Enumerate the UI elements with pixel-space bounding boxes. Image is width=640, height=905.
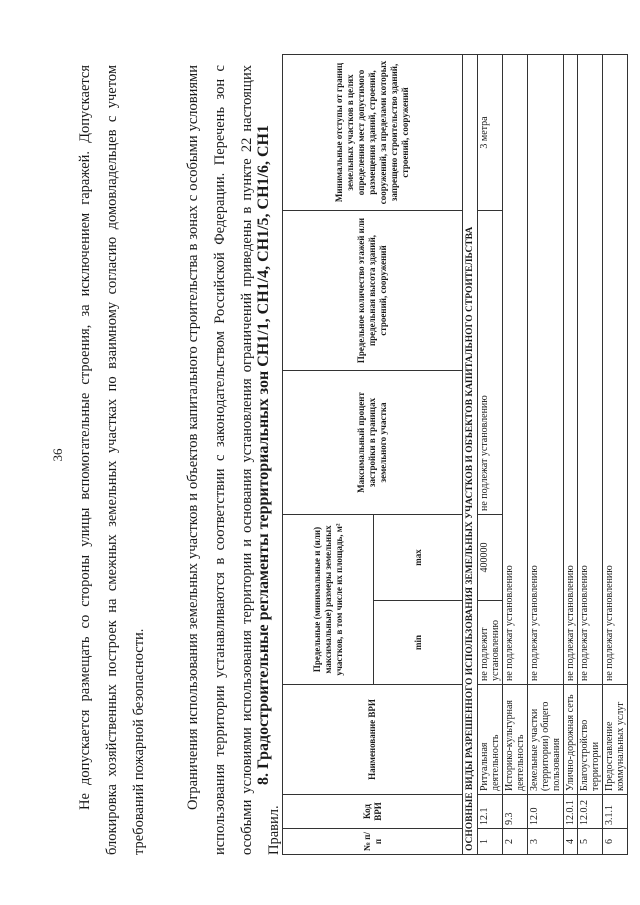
table-row (478, 54, 503, 854)
table-row (503, 54, 528, 854)
row-name: Благоустройство территории (578, 685, 603, 795)
row-code: 12.0 (528, 795, 564, 829)
row-setback: 3 метра (478, 54, 503, 210)
row-num: 4 (564, 829, 578, 855)
row-code: 3.1.1 (603, 795, 628, 829)
header-floors: Предельное количество этажей или предельная высота зданий, строений, сооружений (283, 210, 463, 370)
page-number: 36 (50, 448, 65, 462)
section-heading: 8. Градостроительные регламенты территориальных зон СН1/1, СН1/4, СН1/5, СН1/6, СН1 (255, 125, 272, 786)
row-num: 5 (578, 829, 603, 855)
section-title: ОСНОВНЫЕ ВИДЫ РАЗРЕШЕННОГО ИСПОЛЬЗОВАНИЯ ЗЕМЕЛЬНЫХ УЧАСТКОВ И ОБЪЕКТОВ КАПИТАЛЬНОГО СТРОИТЕЛЬСТВА (463, 54, 478, 854)
row-name: Ритуальная деятельность (478, 685, 503, 795)
table-row (603, 54, 628, 854)
rotated-content (30, 35, 626, 875)
row-params: не подлежат установлению (564, 54, 578, 684)
row-name: Предоставление коммунальных услуг (603, 685, 628, 795)
row-name: Улично-дорожная сеть (564, 685, 578, 795)
table-row (528, 54, 564, 854)
header-name: Наименование ВРИ (283, 685, 463, 795)
header-max: max (374, 514, 463, 600)
row-max: 400000 (478, 514, 503, 600)
row-code: 9.3 (503, 795, 528, 829)
row-percent-floors: не подлежат установлению (478, 210, 503, 514)
table-header-row (283, 54, 374, 854)
header-num: № п/п (283, 829, 463, 855)
row-min: не подлежит установлению (478, 601, 503, 685)
row-params: не подлежат установлению (578, 54, 603, 684)
row-name: Земельные участки (территории) общего пользования (528, 685, 564, 795)
row-num: 2 (503, 829, 528, 855)
header-setback: Минимальные отступы от границ земельных участков в целях определения мест допустимого размещения зданий, строений, сооружений, за пределами которых запрещено строительство зданий, строений, сооружений (283, 54, 463, 210)
section-row (463, 54, 478, 854)
row-name: Историко-культурная деятельность (503, 685, 528, 795)
table-row (564, 54, 578, 854)
row-params: не подлежат установлению (603, 54, 628, 684)
row-params: не подлежат установлению (528, 54, 564, 684)
header-code: Код ВРИ (283, 795, 463, 829)
paragraph-garages: Не допускается размещать со стороны улицы вспомогательные строения, за исключением гаражей. Допускается блокировка хозяйственных построек на смежных земельных участках по взаимному согласию домовладельцев с учетом требований пожарной безопасности. (77, 65, 147, 855)
row-code: 12.0.1 (564, 795, 578, 829)
row-code: 12.1 (478, 795, 503, 829)
header-min: min (374, 601, 463, 685)
header-percent: Максимальный процент застройки в границах земельного участка (283, 370, 463, 514)
header-size: Предельные (минимальные и (или) максимальные) размеры земельных участков, в том числе их площадь, м² (283, 514, 374, 684)
paragraph-restrictions: Ограничения использования земельных участков и объектов капитального строительства в зонах с особыми условиями использования территории устанавливаются в соответствии с законодательством Российской Федерации. Перечень зон с особыми условиями использования территории и основания установления ограничений приведены в пункте 22 настоящих Правил. (185, 65, 282, 855)
row-code: 12.0.2 (578, 795, 603, 829)
row-num: 1 (478, 829, 503, 855)
row-num: 6 (603, 829, 628, 855)
row-num: 3 (528, 829, 564, 855)
regulations-table (282, 54, 628, 855)
table-row (578, 54, 603, 854)
row-params: не подлежат установлению (503, 54, 528, 684)
